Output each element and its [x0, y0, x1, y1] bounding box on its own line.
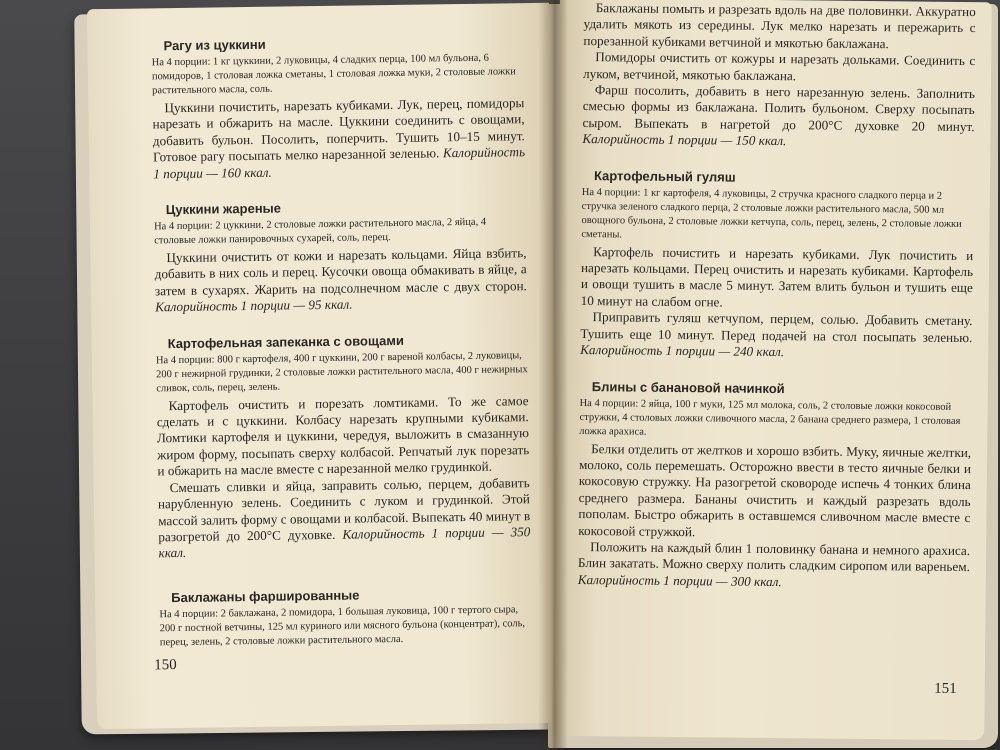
- recipe-banana-pancakes: [578, 378, 972, 592]
- recipe-title: Рагу из цуккини: [163, 36, 266, 54]
- page-number: 151: [934, 680, 957, 697]
- recipe-instructions: Картофель почистить и нарезать кубиками. Лук почистить и нарезать кольцами. Перец очистить и нарезать кубиками. Картофель и овощи тушить в масле 5 минут. Затем влить бульон и тушить еще 10 минут на слабом огне.: [580, 243, 974, 310]
- recipe-instructions-3: Фарш посолить, добавить в него нарезанную зелень. Заполнить смесью формы из баклажана. Полить бульоном. Сверху посыпать сыром. Выпекать в нагретой до 200°С духовке 20 минут. Калорийность 1 порции — 150 ккал.: [582, 82, 975, 149]
- recipe-calories: Калорийность 1 порции — 350 ккал.: [158, 524, 531, 561]
- recipe-instructions-2: Положить на каждый блин 1 половинку банана и немного арахиса. Блин закатать. Можно сверху полить сладким сиропом или вареньем. Калорийность 1 порции — 300 ккал.: [577, 539, 971, 589]
- recipe-calories: Калорийность 1 порции — 160 ккал.: [153, 144, 526, 181]
- recipe-potato-goulash: [580, 168, 974, 363]
- recipe-title: Блины с банановой начинкой: [591, 378, 785, 396]
- recipe-instructions-2: Смешать сливки и яйца, заправить солью, перцем, добавить нарубленную зелень. Соединить с луком и грудинкой. Этой массой залить форму с овощами и колбасой. Выпекать 40 минут в разогретой до 200°С духовке. Калорийность 1 порции — 350 ккал.: [157, 474, 531, 561]
- recipe-instructions: Картофель очистить и порезать ломтиками. То же самое сделать и с цуккини. Колбасу нарезать крупными кубиками. Ломтики картофеля и цуккини, чередуя, выложить в смазанную жиром форму, посыпать сверху колбасой. Репчатый лук порезать и обжарить на масле вместе с нарезанной мелко грудинкой.: [156, 392, 530, 479]
- recipe-calories: Калорийность 1 порции — 150 ккал.: [582, 131, 787, 149]
- recipe-instructions-2: Помидоры очистить от кожуры и нарезать дольками. Соединить с луком, ветчиной, мякотью баклажана.: [583, 49, 976, 83]
- recipe-potato-casserole: [156, 331, 531, 562]
- recipe-calories: Калорийность 1 порции — 300 ккал.: [577, 571, 782, 589]
- recipe-ingredients: На 4 порции: 2 яйца, 100 г муки, 125 мл молока, соль, 2 столовые ложки кокосовой стружки, 4 столовых ложки сливочного масла, 2 банана среднего размера, 1 столовая ложка арахиса.: [579, 397, 961, 438]
- recipe-ingredients: На 4 порции: 800 г картофеля, 400 г цуккини, 200 г вареной колбасы, 2 луковицы, 200 г нежирной грудинки, 2 столовые ложки растительного масла, 400 г нежирных сливок, соль, перец, зелень.: [155, 349, 528, 394]
- recipe-instructions: Баклажаны помыть и разрезать вдоль на две половинки. Аккуратно удалить мякоть из середины. Лук мелко нарезать и пережарить с порезанной кубиками ветчиной и мякотью баклажана.: [583, 0, 976, 52]
- recipe-instructions: Белки отделить от желтков и хорошо взбить. Муку, яичные желтки, молоко, соль перемешать. Осторожно ввести в тесто яичные белки и кокосовую стружку. На разогретой сковороде испечь 4 тонких блина среднего размера. Бананы очистить и каждый разрезать вдоль пополам. Быстро обжарить в оставшемся сливочном масле вместе с кокосовой стружкой.: [578, 440, 972, 539]
- recipe-instructions-2: Приправить гуляш кетчупом, перцем, солью. Добавить сметану. Тушить еще 10 минут. Перед подачей на стол посыпать зеленью. Калорийность 1 порции — 240 ккал.: [580, 309, 973, 360]
- recipe-fried-zucchini: [154, 197, 528, 316]
- page-number: 150: [154, 657, 177, 674]
- recipe-title: Баклажаны фаршированные: [171, 587, 360, 605]
- recipe-ingredients: На 4 порции: 2 баклажана, 2 помидора, 1 большая луковица, 100 г тертого сыра, 200 г постной ветчины, 125 мл куриного или мясного бульона (концентрат), соль, перец, зелень, 2 столовые ложки растительного масла.: [159, 604, 526, 649]
- recipe-ingredients: На 4 порции: 1 кг картофеля, 4 луковицы, 2 стручка красного сладкого перца и 2 стручка зеленого сладкого перца, 2 столовые ложки растительного масла, 500 мл овощного бульона, 2 столовые ложки кетчупа, соль, перец, зелень, 2 столовые ложки сметаны.: [581, 186, 962, 241]
- recipe-stuffed-eggplant: [159, 585, 532, 650]
- recipe-instructions: Цуккини почистить, нарезать кубиками. Лук, перец, помидоры нарезать и обжарить на масле. Цуккини соединить с овощами, добавить бульон. Посолить, поперчить. Тушить 10–15 минут. Готовое рагу посыпать мелко нарезанной зеленью. Калорийность 1 порции — 160 ккал.: [152, 95, 526, 181]
- recipe-zucchini-stew: [151, 33, 525, 182]
- recipe-ingredients: На 4 порции: 2 цуккини, 2 столовые ложки растительного масла, 2 яйца, 4 столовые ложки панировочных сухарей, соль, перец.: [153, 216, 487, 247]
- right-page: [552, 0, 992, 740]
- book-gutter-shadow: [538, 0, 568, 750]
- recipe-instructions: Цуккини очистить от кожи и нарезать кольцами. Яйца взбить, добавить в них соль и перец. Кусочки овоща обмакивать в яйце, а затем в сухарях. Жарить на подсолнечном масле с двух сторон. Калорийность 1 порции — 95 ккал.: [154, 245, 528, 315]
- recipe-title: Картофельный гуляш: [593, 167, 736, 185]
- left-page: [87, 3, 559, 729]
- recipe-title: Цуккини жареные: [165, 200, 282, 218]
- recipe-title: Картофельная запеканка с овощами: [167, 332, 404, 351]
- recipe-stuffed-eggplant-continued: [582, 0, 976, 152]
- recipe-ingredients: На 4 порции: 1 кг цуккини, 2 луковицы, 4 сладких перца, 100 мл бульона, 6 помидоров, 1 столовая ложка сметаны, 1 столовая ложка муки, 2 столовые ложки растительного масла, соль.: [151, 52, 516, 97]
- recipe-calories: Калорийность 1 порции — 240 ккал.: [580, 342, 785, 360]
- recipe-calories: Калорийность 1 порции — 95 ккал.: [155, 296, 353, 315]
